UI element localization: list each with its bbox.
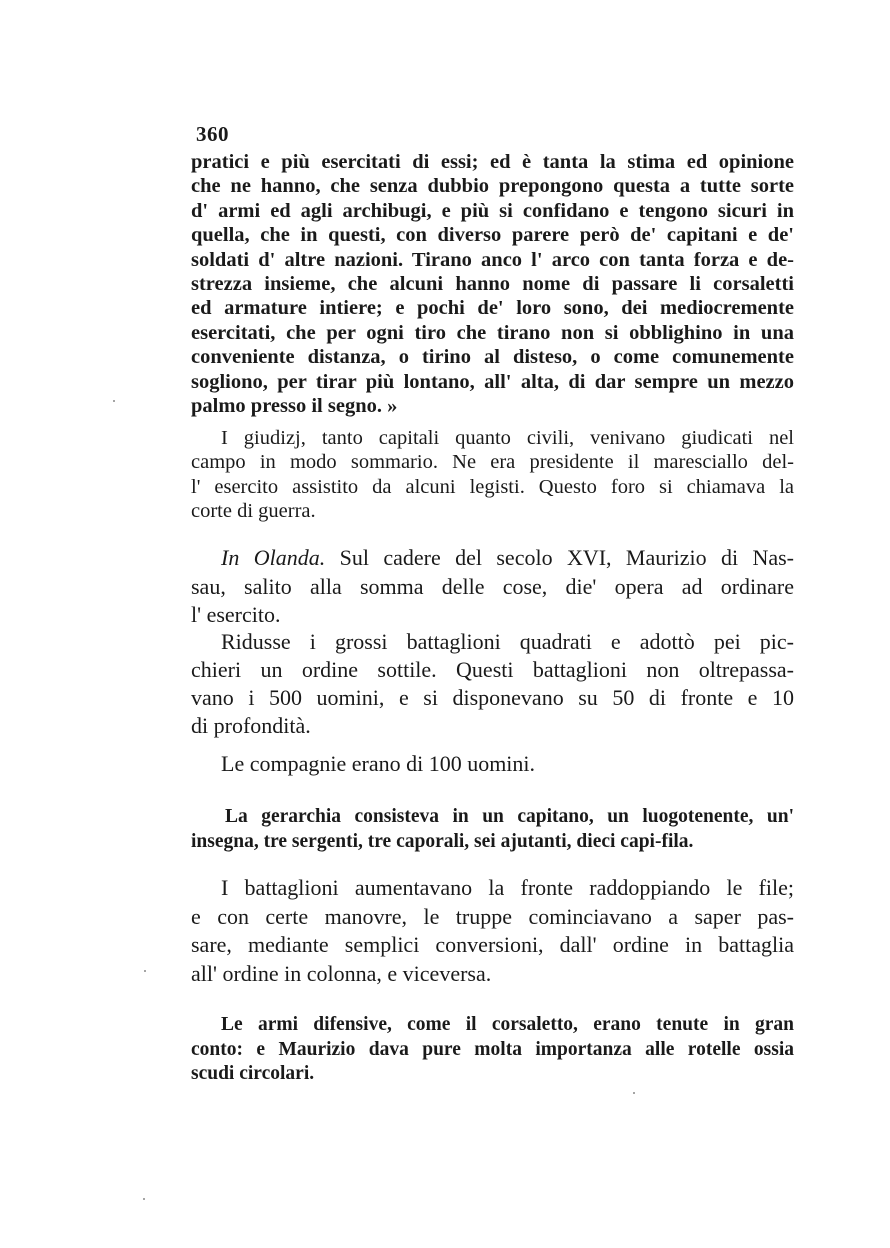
text-line <box>191 544 794 573</box>
text-line: palmo presso il segno. » <box>191 395 398 418</box>
text-line: che ne hanno, che senza dubbio prepongono questa a tutte sorte <box>191 175 794 198</box>
text-line: campo in modo sommario. Ne era presidente il maresciallo del- <box>191 451 794 474</box>
page-number: 360 <box>196 122 229 146</box>
paragraph-armor <box>191 1013 794 1087</box>
text-line: ed armature intiere; e pochi de' loro sono, dei mediocremente <box>191 297 794 320</box>
paragraph-hierarchy <box>191 804 794 854</box>
text-line: conveniente distanza, o tirino al disteso, o come comunemente <box>191 346 794 369</box>
text-line: pratici e più esercitati di essi; ed è tanta la stima ed opinione <box>191 151 794 173</box>
text-line: scudi circolari. <box>191 1063 315 1084</box>
text-line: corte di guerra. <box>191 500 316 523</box>
text-line: insegna, tre sergenti, tre caporali, sei ajutanti, dieci capi-fila. <box>191 831 694 852</box>
text-line: I giudizj, tanto capitali quanto civili, venivano giudicati nel <box>221 427 794 449</box>
text-line: sogliono, per tirar più lontano, all' alta, di dar sempre un mezzo <box>191 370 794 393</box>
text-line: e con certe manovre, le truppe cominciavano a saper pas- <box>191 903 794 929</box>
paragraph-trials <box>191 426 794 524</box>
text-line: Le armi difensive, come il corsaletto, erano tenute in gran <box>221 1014 794 1035</box>
paper-speck <box>143 1198 145 1200</box>
text-line: conto: e Maurizio dava pure molta importanza alle rotelle ossia <box>191 1038 794 1060</box>
text-run: Sul cadere del secolo XVI, Maurizio di Nas- <box>325 545 794 570</box>
text-line: sau, salito alla somma delle cose, die' opera ad ordinare <box>191 573 794 599</box>
text-line: quella, che in questi, con diverso parere però de' capitani e de' <box>191 224 794 247</box>
section-heading: In Olanda. <box>221 545 326 570</box>
text-line: I battaglioni aumentavano la fronte raddoppiando le file; <box>221 875 794 900</box>
paragraph-maneuvers <box>191 874 794 988</box>
text-line: vano i 500 uomini, e si disponevano su 50 di fronte e 10 <box>191 685 794 710</box>
text-line: sare, mediante semplici conversioni, dall' ordine in battaglia <box>191 932 794 957</box>
text-line: di profondità. <box>191 713 311 738</box>
text-line: l' esercito. <box>191 602 281 628</box>
text-line: Le compagnie erano di 100 uomini. <box>221 751 536 776</box>
paragraph-archery <box>191 150 794 418</box>
paper-speck <box>144 970 146 972</box>
text-line: strezza insieme, che alcuni hanno nome di passare li corsaletti <box>191 273 794 296</box>
text-line: esercitati, che per ogni tiro che tirano non si obblighino in una <box>191 321 794 344</box>
text-line: all' ordine in colonna, e viceversa. <box>191 960 492 986</box>
paragraph-holland <box>191 544 794 630</box>
text-line: La gerarchia consisteva in un capitano, un luogotenente, un' <box>225 806 794 827</box>
text-line: d' armi ed agli archibugi, e più si confidano e tengono sicuri in <box>191 199 794 222</box>
paragraph-battalions <box>191 628 794 740</box>
paragraph-companies <box>191 750 794 778</box>
text-line: Ridusse i grossi battaglioni quadrati e adottò pei pic- <box>221 629 794 654</box>
paper-speck <box>113 400 115 402</box>
text-line: l' esercito assistito da alcuni legisti. Questo foro si chiamava la <box>191 475 794 498</box>
text-line: soldati d' altre nazioni. Tirano anco l' arco con tanta forza e de- <box>191 248 794 271</box>
paper-speck <box>633 1092 635 1094</box>
text-line: chieri un ordine sottile. Questi battaglioni non oltrepassa- <box>191 657 794 682</box>
